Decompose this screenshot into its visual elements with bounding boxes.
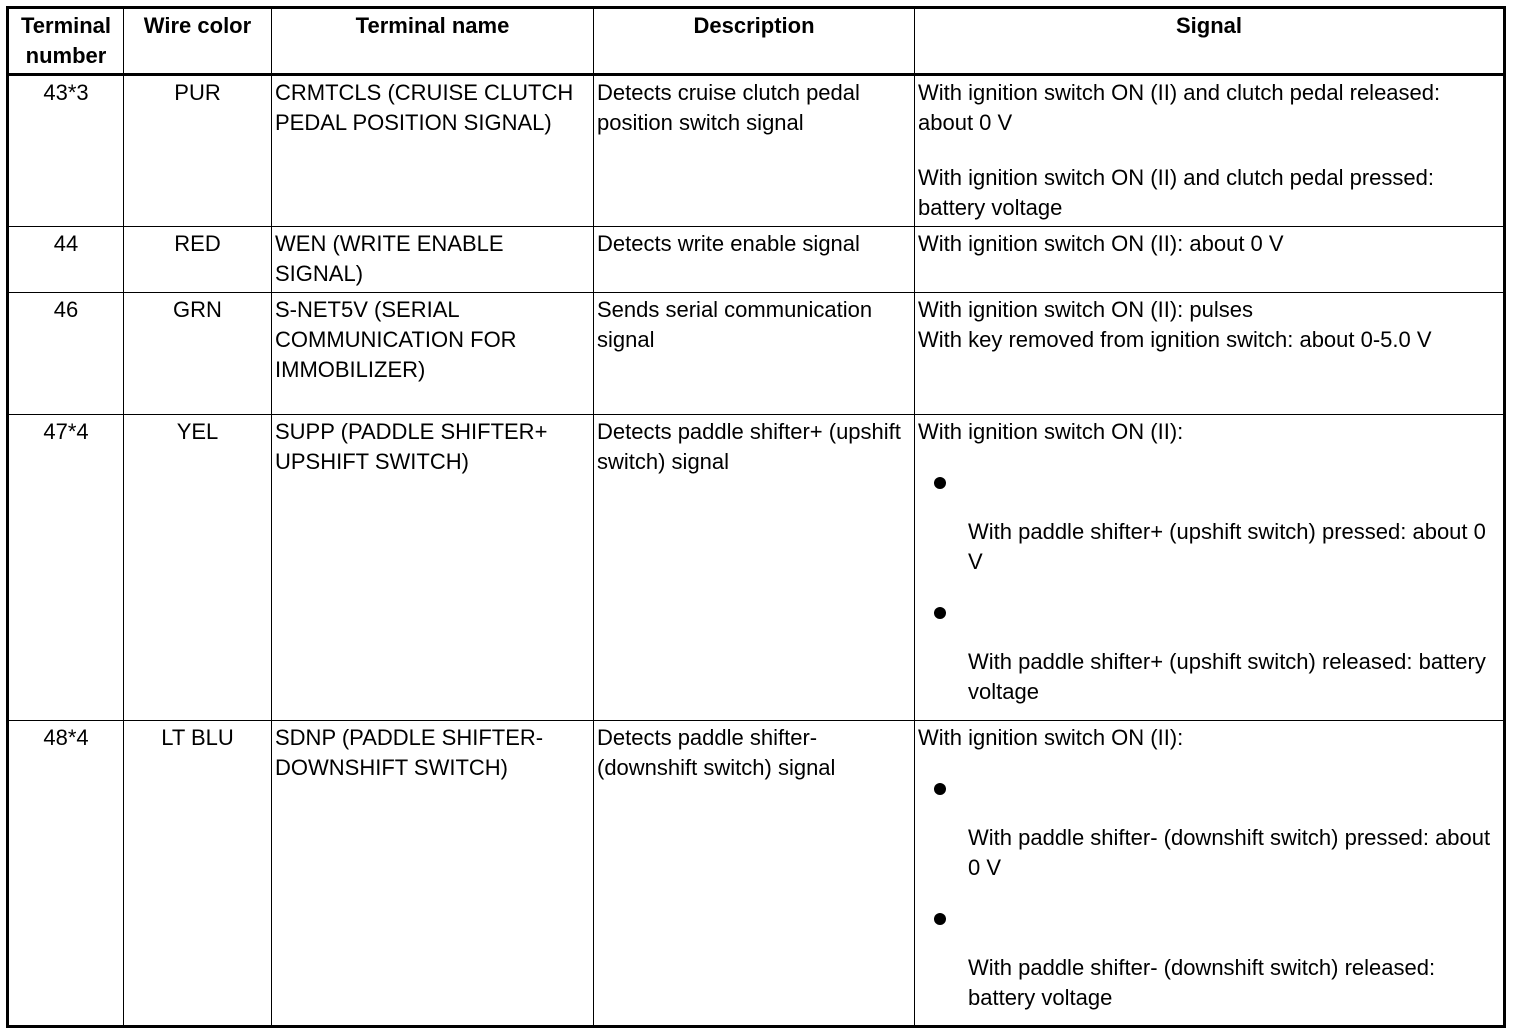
terminal-table-container — [6, 6, 1506, 1028]
bullet-text: With paddle shifter- (downshift switch) released: battery voltage — [968, 955, 1436, 1010]
table-row — [8, 227, 1505, 293]
header-terminal-number: Terminal number — [8, 8, 124, 75]
cell-terminal-name: CRMTCLS (CRUISE CLUTCH PEDAL POSITION SIGNAL) — [272, 75, 594, 227]
table-row — [8, 721, 1505, 1027]
header-terminal-name: Terminal name — [272, 8, 594, 75]
header-signal: Signal — [915, 8, 1505, 75]
bullet-icon — [934, 913, 946, 925]
cell-signal — [915, 227, 1505, 293]
terminal-table — [6, 6, 1506, 1028]
cell-description: Detects cruise clutch pedal position switch signal — [594, 75, 915, 227]
cell-signal — [915, 721, 1505, 1027]
cell-terminal-number: 48*4 — [8, 721, 124, 1027]
bullet-text: With paddle shifter+ (upshift switch) pressed: about 0 V — [968, 519, 1486, 574]
cell-wire-color: YEL — [124, 415, 272, 721]
cell-wire-color: GRN — [124, 293, 272, 415]
cell-description: Detects paddle shifter- (downshift switch) signal — [594, 721, 915, 1027]
bullet-row — [918, 597, 1500, 627]
bullet-text: With paddle shifter- (downshift switch) pressed: about 0 V — [968, 825, 1491, 880]
cell-wire-color: RED — [124, 227, 272, 293]
cell-terminal-name: WEN (WRITE ENABLE SIGNAL) — [272, 227, 594, 293]
cell-terminal-name: SDNP (PADDLE SHIFTER- DOWNSHIFT SWITCH) — [272, 721, 594, 1027]
table-header-row — [8, 8, 1505, 75]
bullet-row — [918, 903, 1500, 933]
cell-description: Detects write enable signal — [594, 227, 915, 293]
bullet-icon — [934, 607, 946, 619]
signal-text: With key removed from ignition switch: about 0-5.0 V — [918, 327, 1432, 352]
signal-text: With ignition switch ON (II): about 0 V — [918, 231, 1284, 256]
header-wire-color: Wire color — [124, 8, 272, 75]
table-row — [8, 293, 1505, 415]
bullet-row — [918, 773, 1500, 803]
signal-text: With ignition switch ON (II): pulses — [918, 297, 1253, 322]
cell-terminal-number: 44 — [8, 227, 124, 293]
cell-terminal-number: 43*3 — [8, 75, 124, 227]
bullet-row — [918, 467, 1500, 497]
cell-signal — [915, 415, 1505, 721]
header-description: Description — [594, 8, 915, 75]
table-row — [8, 415, 1505, 721]
bullet-text: With paddle shifter+ (upshift switch) released: battery voltage — [968, 649, 1486, 704]
cell-description: Sends serial communication signal — [594, 293, 915, 415]
bullet-icon — [934, 783, 946, 795]
cell-description: Detects paddle shifter+ (upshift switch) signal — [594, 415, 915, 721]
signal-intro: With ignition switch ON (II): — [918, 419, 1184, 444]
cell-wire-color: PUR — [124, 75, 272, 227]
cell-terminal-number: 46 — [8, 293, 124, 415]
cell-terminal-number: 47*4 — [8, 415, 124, 721]
cell-signal — [915, 75, 1505, 227]
cell-wire-color: LT BLU — [124, 721, 272, 1027]
bullet-icon — [934, 477, 946, 489]
signal-text: With ignition switch ON (II) and clutch pedal released: about 0 V — [918, 80, 1441, 135]
signal-text: With ignition switch ON (II) and clutch pedal pressed: battery voltage — [918, 165, 1435, 220]
cell-terminal-name: SUPP (PADDLE SHIFTER+ UPSHIFT SWITCH) — [272, 415, 594, 721]
signal-intro: With ignition switch ON (II): — [918, 725, 1184, 750]
cell-terminal-name: S-NET5V (SERIAL COMMUNICATION FOR IMMOBILIZER) — [272, 293, 594, 415]
table-row — [8, 75, 1505, 227]
cell-signal — [915, 293, 1505, 415]
